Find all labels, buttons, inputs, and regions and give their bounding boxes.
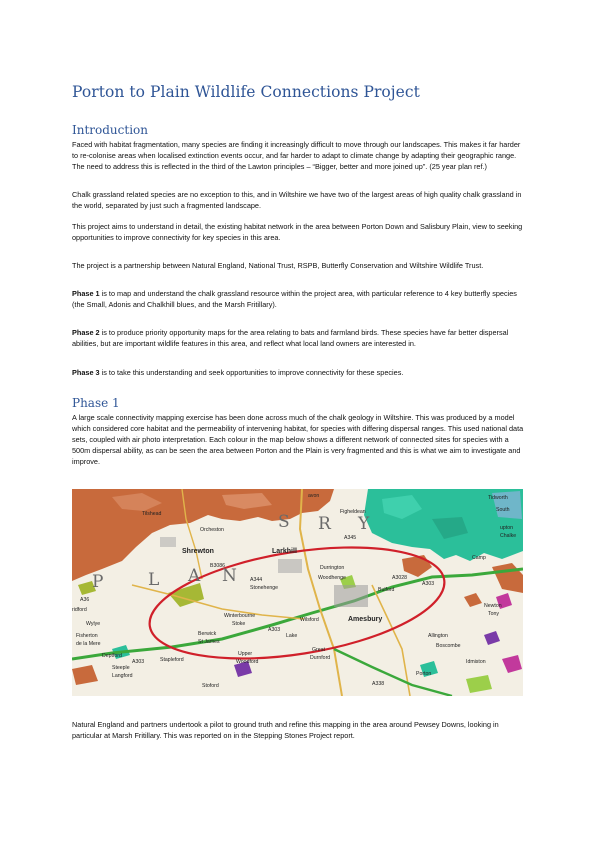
map-letter-r: R xyxy=(318,514,331,534)
map-letter-s: S xyxy=(278,512,290,532)
connectivity-map-svg xyxy=(72,489,523,696)
intro-paragraph-4: The project is a partnership between Natural England, National Trust, RSPB, Butterfly Conservation and Wiltshire Wildlife Trust. xyxy=(72,261,484,270)
map-label-figheldean: Figheldean xyxy=(340,509,366,515)
map-label-idmiston: Idmiston xyxy=(466,659,486,665)
map-label-wylye: Wylye xyxy=(86,621,101,627)
connectivity-map xyxy=(72,489,523,696)
map-label-deptford: Deptford xyxy=(102,653,122,659)
map-label-b3086: B3086 xyxy=(210,563,226,569)
introduction-heading: Introduction xyxy=(72,123,148,137)
map-label-tilshead: Tilshead xyxy=(142,511,162,517)
phase1-description xyxy=(72,288,524,310)
map-label-lake: Lake xyxy=(286,633,298,639)
map-label-tony: Tony xyxy=(488,611,499,617)
phase3-text: is to take this understanding and seek opportunities to improve connectivity for these species. xyxy=(99,368,404,377)
map-label-a303-left: A303 xyxy=(132,659,145,665)
map-label-a36: A36 xyxy=(80,597,90,603)
phase2-label: Phase 2 xyxy=(72,328,100,337)
map-label-camp: Camp xyxy=(472,555,486,561)
map-label-amesbury: Amesbury xyxy=(348,616,383,623)
phase1-paragraph-2: Natural England and partners undertook a pilot to ground truth and refine this mapping in the area around Pewsey Downs, looking in particular at Marsh Fritillary. This was reported on in the Stepping Stones Project report. xyxy=(72,720,499,740)
map-label-bulford: Bulford xyxy=(378,587,395,593)
map-label-porton: Porton xyxy=(416,671,432,677)
map-label-chalke: Chalke xyxy=(500,533,517,539)
phase3-label: Phase 3 xyxy=(72,368,100,377)
intro-paragraph-3: This project aims to understand in detail, the existing habitat network in the area between Porton Down and Salisbury Plain, view to seeking opportunities to improve connectivity for key species in this area. xyxy=(72,222,523,242)
page-title: Porton to Plain Wildlife Connections Project xyxy=(72,83,420,101)
intro-paragraph-2: Chalk grassland related species are no exception to this, and in Wiltshire we have two of the largest areas of high quality chalk grassland in the world, separated by just such a fragmented landscape. xyxy=(72,190,522,210)
map-label-allington: Allington xyxy=(428,633,448,639)
map-label-woodhenge: Woodhenge xyxy=(318,575,346,581)
map-label-steeple: Steeple xyxy=(112,665,130,671)
map-label-great: Great xyxy=(312,647,325,653)
map-label-orcheston: Orcheston xyxy=(200,527,224,533)
map-label-stapleford: Stapleford xyxy=(160,657,184,663)
map-label-a345: A345 xyxy=(344,535,357,541)
map-letter-p: P xyxy=(92,572,104,592)
phase3-description xyxy=(72,367,524,378)
map-label-newton: Newton xyxy=(484,603,502,609)
map-label-winterbourne: Winterbourne xyxy=(224,613,256,619)
map-label-stoford: Stoford xyxy=(202,683,219,689)
map-label-wilsford: Wilsford xyxy=(300,617,319,623)
map-label-boscombe: Boscombe xyxy=(436,643,461,649)
map-label-a338: A338 xyxy=(372,681,385,687)
map-label-stoke: Stoke xyxy=(232,621,246,627)
map-label-larkhill: Larkhill xyxy=(272,548,297,555)
map-label-de-la-mere: de la Mere xyxy=(76,641,101,647)
map-label-upton: upton xyxy=(500,525,513,531)
map-label-langford: Langford xyxy=(112,673,133,679)
phase2-text: is to produce priority opportunity maps for the area relating to bats and farmland birds. These species have far better dispersal abilities, but are important wildlife features in this area, and reflect what local land owners are interested in. xyxy=(72,328,509,348)
phase2-description xyxy=(72,327,524,349)
map-letter-a: A xyxy=(188,566,201,586)
phase1-paragraph-1: A large scale connectivity mapping exercise has been done across much of the chalk geology in Wiltshire. This was produced by a model which considered core habitat and the permeability of intervening habitat, for species with differing dispersal ranges. This used national data sets, coupled with air photo interpretation. Each colour in the map below shows a different network of connected sites for species with a 500m dispersal ability, as can be seen the area between Porton and the Plain is very fragmented and this is what we aim to investigate and improve. xyxy=(72,413,524,466)
map-label-woodford: Woodford xyxy=(236,659,259,665)
map-label-tidworth: Tidworth xyxy=(488,495,508,501)
map-label-berwick: Berwick xyxy=(198,631,217,637)
map-label-fisherton: Fisherton xyxy=(76,633,98,639)
map-label-a3028: A3028 xyxy=(392,575,408,581)
map-label-st-james: St James xyxy=(198,639,220,645)
map-label-stonehenge: Stonehenge xyxy=(250,585,278,591)
map-label-a344: A344 xyxy=(250,577,263,583)
map-letter-y: Y xyxy=(358,514,370,534)
map-label-ridford: ridford xyxy=(72,607,87,613)
phase1-text: is to map and understand the chalk grassland resource within the project area, with particular reference to 4 key butterfly species (the Small, Adonis and Chalkhill blues, and the Marsh Fritillary). xyxy=(72,289,517,309)
map-label-a303-mid: A303 xyxy=(268,627,281,633)
map-label-upper: Upper xyxy=(238,651,253,657)
intro-paragraph-1: Faced with habitat fragmentation, many species are finding it increasingly difficult to move through our landscapes. This makes it far harder to re-colonise areas when localised extinction events occur, and far harder to adapt to climate change by adapting their geographic range. The need to address this is reflected in the third of the Lawton principles – “Bigger, better and more joined up”. (25 year plan ref.) xyxy=(72,140,521,171)
map-label-durrington: Durrington xyxy=(320,565,345,571)
map-label-shrewton: Shrewton xyxy=(182,548,214,555)
map-label-durnford: Durnford xyxy=(310,655,331,661)
map-label-avon: avon xyxy=(308,493,320,499)
map-letter-l: L xyxy=(148,570,160,590)
map-label-south: South xyxy=(496,507,510,513)
map-label-a303-right: A303 xyxy=(422,581,435,587)
phase1-label: Phase 1 xyxy=(72,289,100,298)
phase1-heading: Phase 1 xyxy=(72,396,120,410)
map-letter-n: N xyxy=(222,566,237,586)
